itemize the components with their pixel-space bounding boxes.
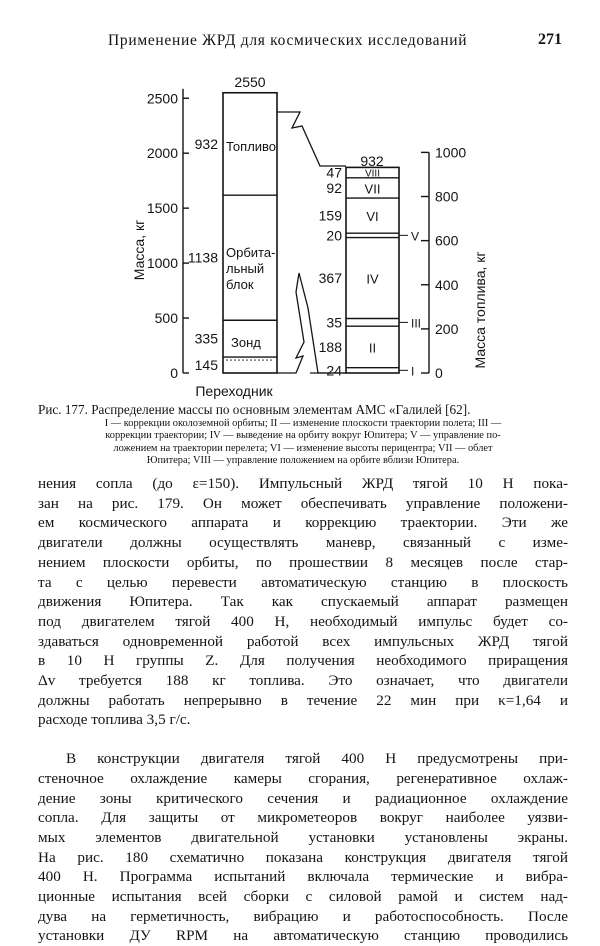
right-axis-tick-label: 0 (435, 365, 443, 381)
orbital-label-3: блок (226, 277, 254, 292)
right-segment-value: 47 (326, 164, 342, 181)
left-segment-value: 932 (194, 135, 218, 152)
body-line: нением плоскости орбиты, по прошествии 8 месяцев после стар- (38, 553, 568, 571)
fuel-label: Топливо (226, 139, 277, 154)
right-axis-tick-label: 800 (435, 188, 459, 205)
left-bar (188, 93, 277, 373)
body-line: должны работать непрерывно в течение 22 мин при κ=1,64 и (38, 691, 568, 709)
caption-title: Рис. 177. Распределение массы по основным элементам АМС «Галилей [62]. (38, 402, 471, 417)
body-line: В конструкции двигателя тягой 400 Н предусмотрены при- (66, 750, 568, 768)
right-axis-tick-label: 600 (435, 232, 459, 249)
body-line: движения Юпитера. Так как спускаемый аппарат размещен (38, 593, 568, 611)
body-line: дение зоны критического сечения и радиационное охлаждение (38, 789, 568, 807)
caption-legend-line: ложением на траектории перелета; VI — изменение высоты перицентра; VII — облет (113, 442, 493, 454)
body-line: На рис. 180 схематично показана конструкция двигателя тягой (38, 848, 568, 866)
body-line: стеночное охлаждение камеры сгорания, регенеративное охлаж- (38, 769, 568, 787)
right-axis-title: Масса топлива, кг (472, 251, 488, 369)
body-line: под двигателем тягой 400 Н, необходимый импульс будет со- (38, 612, 568, 630)
probe-label: Зонд (231, 335, 261, 350)
body-line: зан на рис. 179. Он может обеспечивать управление положени- (38, 494, 568, 512)
left-segment-value: 1138 (187, 249, 218, 266)
right-segment-roman: VI (366, 209, 379, 225)
body-line: здаваться одновременной работой всех импульсных ЖРД тягой (38, 632, 568, 650)
caption-legend-line: Юпитера; VIII — управление положением на орбите вблизи Юпитера. (146, 455, 460, 467)
left-axis-tick-label: 500 (154, 310, 178, 327)
upper-connector (277, 112, 346, 166)
body-line: ционные испытания всей сборки с силовой рамой и систем над- (38, 888, 568, 906)
figure-caption (38, 402, 568, 468)
caption-legend-line: коррекции траектории; IV — выведение на орбиту вокруг Юпитера; V — управление по- (105, 430, 501, 442)
left-axis-tick-label: 2000 (146, 145, 178, 162)
body-line: двигатели должны осуществлять маневр, связанный с изме- (38, 534, 568, 552)
right-segment-roman: V (411, 229, 420, 244)
body-line: 400 Н. Программа испытаний включала термические и вибра- (38, 868, 568, 886)
adapter-label: Переходник (195, 383, 273, 399)
left-axis-tick-label: 0 (170, 365, 178, 381)
caption-legend (38, 418, 568, 468)
right-segment-roman: I (411, 364, 415, 379)
right-axis (421, 144, 466, 381)
right-segment-roman: II (368, 340, 377, 356)
left-total-label: 2550 (234, 74, 266, 90)
left-axis-tick-label: 2500 (146, 90, 178, 107)
body-line: дува на герметичность, вибрацию и работоспособность. После (38, 907, 568, 925)
right-bar (319, 165, 421, 379)
body-line: сопла. Для защиты от микрометеоров вокруг наиболее уязви- (38, 809, 568, 827)
orbital-label-1: Орбита- (226, 245, 276, 260)
right-segment-value: 20 (326, 227, 342, 244)
caption-legend-line: I — коррекции околоземной орбиты; II — изменение плоскости траектории полета; III — (104, 418, 502, 429)
left-bar-outline (223, 93, 277, 373)
right-segment-value: 35 (326, 314, 342, 331)
right-segment-value: 188 (318, 338, 342, 355)
right-segment-value: 24 (326, 362, 342, 379)
running-title: Применение ЖРД для космических исследований (108, 32, 468, 49)
left-axis (147, 89, 189, 381)
body-line: в 10 Н группы Z. Для получения необходимого приращения (38, 652, 568, 670)
page-header (0, 32, 600, 52)
right-segment-roman: IV (366, 271, 379, 287)
body-line: мых элементов двигательной установки установлены экраны. (38, 828, 568, 846)
right-segment-value: 159 (318, 207, 342, 224)
left-axis-tick-label: 1500 (146, 200, 178, 217)
left-axis-title: Масса, кг (131, 219, 147, 281)
page-number: 271 (538, 31, 562, 48)
left-axis-tick-label: 1000 (146, 255, 178, 272)
orbital-label-2: льный (226, 261, 265, 276)
right-total-label: 932 (360, 153, 384, 169)
right-segment-roman: VII (364, 181, 381, 197)
right-segment-value: 367 (318, 270, 342, 287)
body-line: ем космического аппарата и коррекцию траектории. Эти же (38, 514, 568, 532)
right-axis-tick-label: 1000 (435, 144, 467, 161)
left-segment-value: 335 (194, 330, 218, 347)
body-text (38, 474, 568, 946)
left-segment-value: 145 (194, 357, 218, 374)
right-segment-roman: III (411, 316, 422, 331)
body-line: та с целью перевести автоматическую станцию в плоскость (38, 573, 568, 591)
body-line: расходе топлива 3,5 г/с. (38, 711, 191, 729)
body-line: установки ДУ RPM на автоматическую станцию проводились (38, 927, 568, 945)
body-line: нения сопла (до ε=150). Импульсный ЖРД тягой 10 Н пока- (38, 475, 568, 492)
mass-distribution-figure (0, 60, 600, 400)
right-segment-roman: VIII (364, 168, 381, 180)
right-axis-tick-label: 400 (435, 276, 459, 293)
right-axis-tick-label: 200 (435, 320, 459, 337)
body-line: Δv требуется 188 кг топлива. Это означает, что двигатели (38, 672, 568, 690)
right-segment-value: 92 (326, 179, 342, 196)
